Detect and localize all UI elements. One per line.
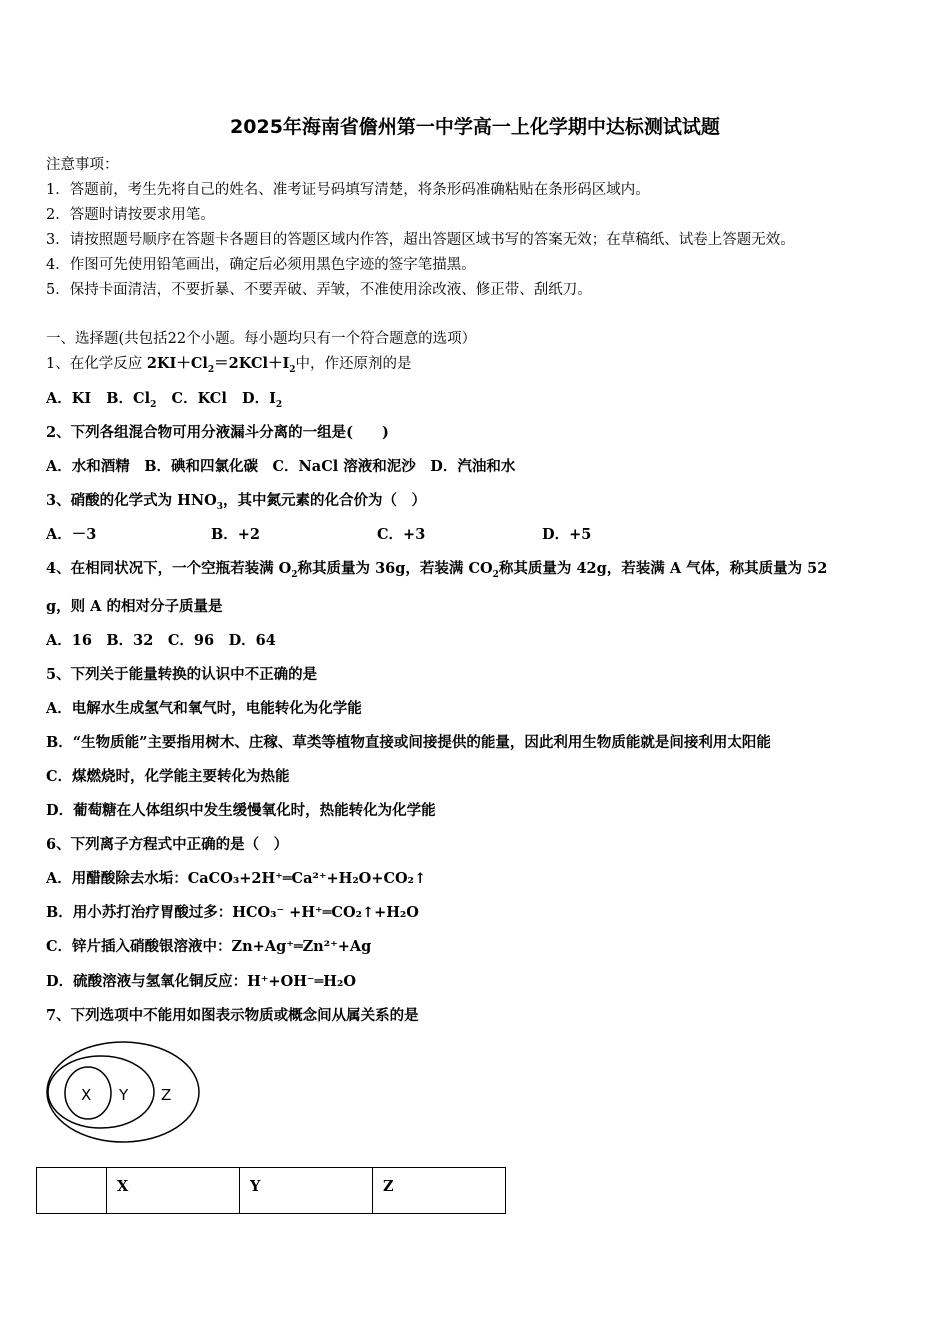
table-row [37, 1168, 506, 1214]
notice-item-4: 4．作图可先使用铅笔画出，确定后必须用黑色字迹的签字笔描黑。 [46, 257, 476, 273]
q3-option-a[interactable]: A．－3 [46, 526, 97, 543]
table-header-z: Z [373, 1168, 506, 1214]
q3-option-c[interactable]: C．+3 [377, 526, 426, 543]
question-4-stem: 4、在相同状况下，一个空瓶若装满 $O_2$称其质量为 36g，若装满 $CO_2$称其质量为 42g，若装满 A 气体，称其质量为 52 [46, 560, 828, 580]
q6-option-b[interactable]: B．用小苏打治疗胃酸过多：HCO₃⁻ +H⁺═CO₂↑+H₂O [46, 904, 419, 921]
notice-item-3: 3．请按照题号顺序在答题卡各题目的答题区域内作答，超出答题区域书写的答案无效；在草稿纸、试卷上答题无效。 [46, 232, 795, 248]
q1-option-c[interactable]: C．KCl [171, 390, 227, 407]
question-6-stem: 6、下列离子方程式中正确的是（ ） [46, 836, 289, 853]
label-x: X [81, 1086, 92, 1104]
question-7-stem: 7、下列选项中不能用如图表示物质或概念间从属关系的是 [46, 1007, 419, 1024]
q6-option-a[interactable]: A．用醋酸除去水垢：CaCO₃+2H⁺═Ca²⁺+H₂O+CO₂↑ [46, 870, 427, 887]
notice-item-1: 1．答题前，考生先将自己的姓名、准考证号码填写清楚，将条形码准确粘贴在条形码区域内。 [46, 182, 650, 198]
q3-option-b[interactable]: B．+2 [211, 526, 260, 543]
question-3-stem: 3、硝酸的化学式为 $HNO_3$，其中氮元素的化合价为（ ） [46, 492, 426, 512]
question-2-options[interactable]: A．水和酒精 B．碘和四氯化碳 C．NaCl 溶液和泥沙 D．汽油和水 [46, 458, 516, 475]
label-z: Z [161, 1086, 172, 1104]
label-y: Y [119, 1086, 129, 1104]
table-header-blank [37, 1168, 107, 1214]
question-5-stem: 5、下列关于能量转换的认识中不正确的是 [46, 666, 318, 683]
question-4-options[interactable]: A．16 B．32 C．96 D．64 [46, 632, 276, 649]
notice-item-5: 5．保持卡面清洁，不要折暴、不要弄破、弄皱，不准使用涂改液、修正带、刮纸刀。 [46, 282, 592, 298]
q1-option-d[interactable]: D．$I_2$ [242, 390, 283, 410]
question-4-stem-cont: g，则 A 的相对分子质量是 [46, 598, 223, 615]
q5-option-b[interactable]: B．“生物质能”主要指用树木、庄稼、草类等植物直接或间接提供的能量，因此利用生物质能就是间接利用太阳能 [46, 734, 771, 751]
q6-option-d[interactable]: D．硫酸溶液与氢氧化铜反应：H⁺+OH⁻═H₂O [46, 973, 356, 990]
ellipse-y [48, 1056, 154, 1128]
q5-option-a[interactable]: A．电解水生成氢气和氧气时，电能转化为化学能 [46, 700, 362, 717]
page-title: 2025年海南省儋州第一中学高一上化学期中达标测试试题 [230, 116, 720, 138]
q1-option-b[interactable]: B．$Cl_2$ [106, 390, 157, 410]
question-1-stem: 1、在化学反应 $2KI+Cl_2=2KCl+I_2$中，作还原剂的是 [46, 355, 412, 375]
section-heading: 一、选择题(共包括22个小题。每小题均只有一个符合题意的选项） [46, 331, 477, 347]
q5-option-c[interactable]: C．煤燃烧时，化学能主要转化为热能 [46, 768, 290, 785]
question-7-table [36, 1167, 506, 1214]
q1-option-a[interactable]: A．KI [46, 390, 92, 407]
nested-ellipse-diagram [44, 1036, 204, 1148]
question-1-options [46, 387, 282, 410]
q3-option-d[interactable]: D．+5 [542, 526, 592, 543]
question-2-stem: 2、下列各组混合物可用分液漏斗分离的一组是( ) [46, 424, 389, 441]
table-header-x: X [107, 1168, 240, 1214]
q6-option-c[interactable]: C．锌片插入硝酸银溶液中：Zn+Ag⁺═Zn²⁺+Ag [46, 938, 372, 955]
table-header-y: Y [240, 1168, 373, 1214]
notice-item-2: 2．答题时请按要求用笔。 [46, 207, 215, 223]
q5-option-d[interactable]: D．葡萄糖在人体组织中发生缓慢氧化时，热能转化为化学能 [46, 802, 436, 819]
notice-heading: 注意事项： [46, 157, 119, 173]
